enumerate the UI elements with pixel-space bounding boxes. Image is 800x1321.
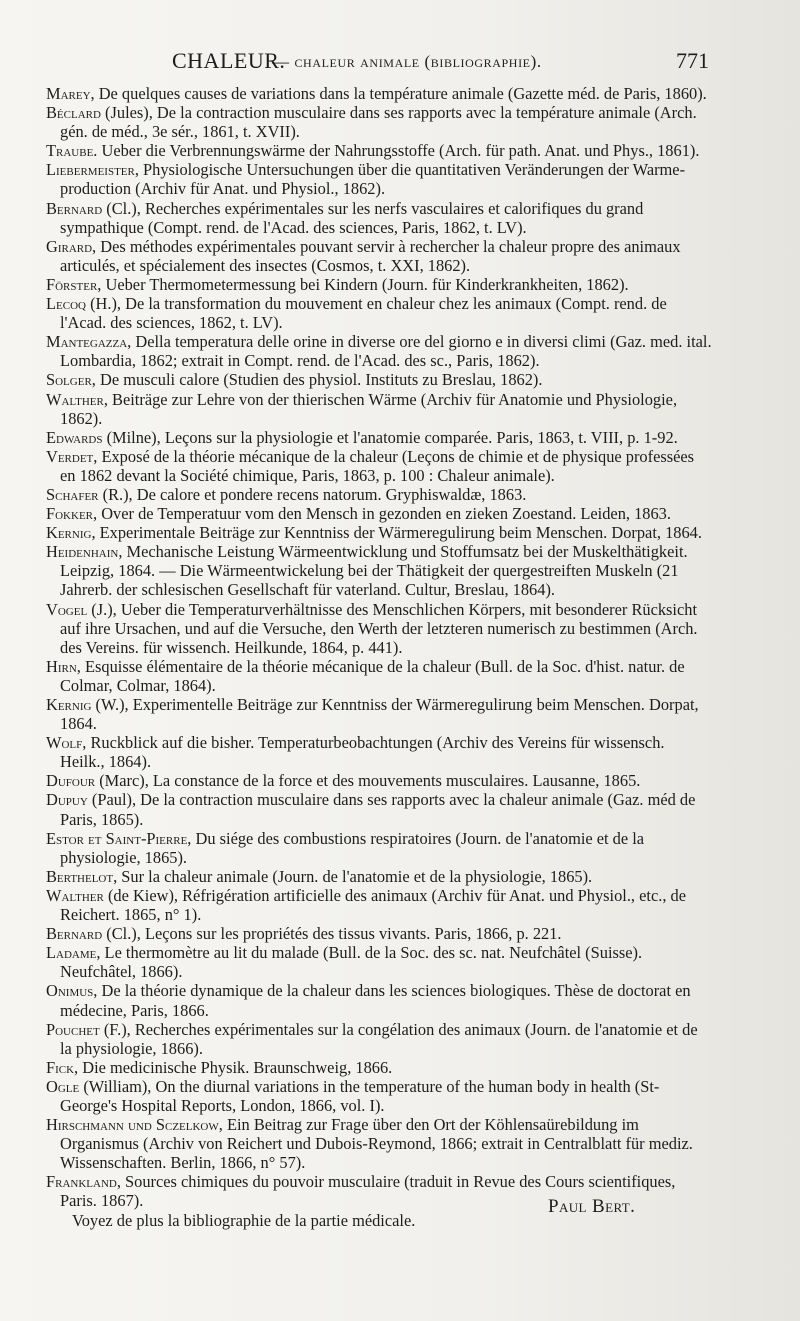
entry-author: Wolf,	[46, 733, 87, 753]
entry-author: Lecoq	[46, 294, 86, 314]
entry-text: Della temperatura delle orine in diverse ore del giorno e in diversi climi (Gaz. med. ital. Lombardia, 1862; extrait in Compt. rend. de l'Acad. des sc., Paris, 1862).	[60, 332, 712, 371]
entry-author: Marey,	[46, 84, 95, 103]
entry-text: De musculi calore (Studien des physiol. Instituts zu Breslau, 1862).	[95, 370, 543, 390]
bibliography-entry	[46, 485, 712, 504]
entry-text: Du siége des combustions respiratoires (Journ. de l'anatomie et de la physiologie, 1865).	[60, 828, 645, 867]
bibliography-entry	[46, 600, 712, 657]
entry-text: (Cl.), Leçons sur les propriétés des tissus vivants. Paris, 1866, p. 221.	[102, 924, 562, 944]
bibliography-entry	[46, 160, 712, 198]
entry-author: Kernig	[46, 695, 92, 714]
entry-text: Sur la chaleur animale (Journ. de l'anatomie et de la physiologie, 1865).	[117, 866, 593, 886]
bibliography-entry	[46, 1077, 712, 1115]
entry-text: Voyez de plus la bibliographie de la partie médicale.	[72, 1210, 416, 1230]
entry-author: Fick,	[46, 1057, 79, 1077]
bibliography-entry	[46, 657, 712, 695]
entry-author: Girard,	[46, 236, 97, 256]
entry-author: Walther,	[46, 389, 108, 409]
bibliography-entry	[46, 695, 712, 733]
entry-author: Edwards	[46, 427, 103, 447]
author-signature: Paul Bert.	[548, 1196, 636, 1217]
entry-author: Liebermeister,	[46, 160, 139, 180]
entry-text: Ueber Thermometermessung bei Kindern (Journ. für Kinderkrankheiten, 1862).	[101, 274, 629, 294]
bibliography-entry	[46, 428, 712, 447]
entry-author: Solger,	[46, 370, 96, 390]
entry-text: Exposé de la théorie mécanique de la chaleur (Leçons de chimie et de physique professées en 1862 devant la Société chimique, Paris, 1863, p. 100 : Chaleur animale).	[60, 446, 695, 485]
bibliography-entry	[46, 943, 712, 981]
entry-author: Bernard	[46, 198, 103, 218]
entry-author: Ladame,	[46, 943, 101, 963]
entry-text: De la théorie dynamique de la chaleur dans les sciences biologiques. Thèse de doctorat en médecine, Paris, 1866.	[60, 981, 691, 1020]
bibliography-entry	[46, 733, 712, 771]
bibliography-entry	[46, 1020, 712, 1058]
entry-author: Hirn,	[46, 656, 81, 676]
bibliography-entry	[46, 886, 712, 924]
page-title: CHALEUR.	[172, 48, 286, 73]
entry-author: Estor et Saint-Pierre,	[46, 828, 192, 848]
entry-author: Pouchet	[46, 1019, 100, 1039]
entry-author: Berthelot,	[46, 866, 118, 886]
entry-text: Le thermomètre au lit du malade (Bull. de la Soc. des sc. nat. Neufchâtel (Suisse). Neufchâtel, 1866).	[60, 943, 643, 982]
entry-text: Die medicinische Physik. Braunschweig, 1866.	[78, 1057, 393, 1077]
entry-text: Sources chimiques du pouvoir musculaire (traduit in Revue des Cours scientifiques, Paris. 1867).	[60, 1172, 676, 1211]
running-header	[0, 48, 800, 78]
entry-author: Hirschmann und Sczelkow,	[46, 1115, 223, 1135]
entry-author: Schafer	[46, 484, 99, 504]
entry-text: (H.), De la transformation du mouvement en chaleur chez les animaux (Compt. rend. de l'Acad. des sciences, 1862, t. LV).	[60, 294, 667, 333]
bibliography-entry	[46, 829, 712, 867]
entry-author: Onimus,	[46, 981, 98, 1001]
entry-text: (Milne), Leçons sur la physiologie et l'anatomie comparée. Paris, 1863, t. VIII, p. 1-92.	[102, 427, 678, 447]
entry-text: (Marc), La constance de la force et des mouvements musculaires. Lausanne, 1865.	[95, 771, 641, 791]
entry-text: (Jules), De la contraction musculaire dans ses rapports avec la température animale (Arch. gén. de méd., 3e sér., 1861, t. XVII).	[60, 103, 697, 142]
entry-text: Ruckblick auf die bisher. Temperaturbeobachtungen (Archiv des Vereins für wissensch. Heilk., 1864).	[60, 733, 665, 772]
entry-author: Dupuy	[46, 790, 88, 810]
bibliography-entry	[46, 199, 712, 237]
bibliography-entry	[46, 390, 712, 428]
bibliography-entry	[46, 1058, 712, 1077]
entry-author: Fokker,	[46, 504, 98, 524]
bibliography-entry	[46, 771, 712, 790]
entry-text: Beiträge zur Lehre von der thierischen Wärme (Archiv für Anatomie und Physiologie, 1862).	[60, 389, 678, 428]
bibliography-entry	[46, 790, 712, 828]
entry-text: Experimentale Beiträge zur Kenntniss der Wärmeregulirung beim Menschen. Dorpat, 1864.	[95, 523, 702, 543]
bibliography-entry	[46, 332, 712, 370]
entry-author: Béclard	[46, 103, 101, 123]
entry-author: Förster,	[46, 274, 102, 294]
entry-text: (F.), Recherches expérimentales sur la congélation des animaux (Journ. de l'anatomie et de la physiologie, 1866).	[60, 1019, 698, 1058]
entry-author: Kernig,	[46, 523, 96, 543]
bibliography-list	[46, 84, 712, 1230]
entry-text: Over de Temperatuur vom den Mensch in gezonden en zieken Zoestand. Leiden, 1863.	[97, 504, 671, 524]
entry-text: Des méthodes expérimentales pouvant servir à rechercher la chaleur propre des animaux articulés, et spécialement des insectes (Cosmos, t. XXI, 1862).	[60, 236, 681, 275]
entry-text: (Paul), De la contraction musculaire dans ses rapports avec la chaleur animale (Gaz. méd de Paris, 1865).	[60, 790, 696, 829]
bibliography-entry	[46, 924, 712, 943]
entry-text: (William), On the diurnal variations in the temperature of the human body in health (St-George's Hospital Reports, London, 1866, vol. I).	[60, 1076, 660, 1115]
entry-text: (W.), Experimentelle Beiträge zur Kenntniss der Wärmeregulirung beim Menschen. Dorpat, 1864.	[60, 695, 699, 734]
bibliography-entry	[46, 447, 712, 485]
entry-author: Traube.	[46, 141, 98, 161]
entry-author: Frankland,	[46, 1172, 121, 1192]
entry-text: Ein Beitrag zur Frage über den Ort der Köhlensaürebildung im Organismus (Archiv von Reichert und Dubois-Reymond, 1866; extrait in Centralblatt für mediz. Wissenschaften. Berlin, 1866, n° 57).	[60, 1115, 693, 1173]
bibliography-entry	[46, 504, 712, 523]
entry-text: Esquisse élémentaire de la théorie mécanique de la chaleur (Bull. de la Soc. d'hist. natur. de Colmar, Colmar, 1864).	[60, 656, 685, 695]
page-subtitle: — chaleur animale (bibliographie).	[272, 52, 542, 71]
bibliography-entry	[46, 103, 712, 141]
entry-text: (Cl.), Recherches expérimentales sur les nerfs vasculaires et calorifiques du grand sympathique (Compt. rend. de l'Acad. des sciences, Paris, 1862, t. LV).	[60, 198, 644, 237]
entry-author: Verdet,	[46, 446, 98, 466]
entry-author: Bernard	[46, 924, 103, 944]
entry-text: Mechanische Leistung Wärmeentwicklung und Stoffumsatz bei der Muskelthätigkeit. Leipzig, 1864. — Die Wärmeentwickelung bei der Thätigkeit der quergestreiften Muskeln (21 Jahrerb. der schlesischen Gesellschaft für vaterland. Cultur, Breslau, 1864).	[60, 542, 688, 600]
entry-author: Mantegazza,	[46, 332, 132, 352]
bibliography-entry	[46, 237, 712, 275]
bibliography-entry	[46, 981, 712, 1019]
bibliography-entry	[46, 370, 712, 389]
bibliography-entry	[46, 542, 712, 599]
page-number: 771	[676, 48, 709, 73]
entry-author: Vogel	[46, 599, 88, 619]
entry-text: Physiologische Untersuchungen über die quantitativen Veränderungen der Warme-production (Archiv für Anat. und Physiol., 1862).	[60, 160, 686, 199]
entry-text: (J.), Ueber die Temperaturverhältnisse des Menschlichen Körpers, mit besonderer Rücksicht auf ihre Ursachen, und auf die Versuche, den Werth der letzteren numerisch zu bestimmen (Arch. des Vereins. für wissench. Heilkunde, 1864, p. 441).	[60, 599, 698, 657]
entry-author: Heidenhain,	[46, 542, 123, 562]
bibliography-entry	[46, 141, 712, 160]
bibliography-entry	[46, 275, 712, 294]
entry-text: De quelques causes de variations dans la température animale (Gazette méd. de Paris, 1860).	[94, 84, 707, 103]
bibliography-entry	[46, 867, 712, 886]
bibliography-entry	[46, 523, 712, 542]
entry-author: Dufour	[46, 771, 96, 791]
bibliography-entry	[46, 84, 712, 103]
entry-author: Ogle	[46, 1076, 80, 1096]
entry-text: (de Kiew), Réfrigération artificielle des animaux (Archiv für Anat. und Physiol., etc., de Reichert. 1865, n° 1).	[60, 885, 686, 925]
bibliography-entry	[46, 1115, 712, 1172]
entry-author: Walther	[46, 885, 104, 905]
entry-text: (R.), De calore et pondere recens natorum. Gryphiswaldæ, 1863.	[98, 484, 527, 504]
bibliography-entry	[46, 294, 712, 332]
entry-text: Ueber die Verbrennungswärme der Nahrungsstoffe (Arch. für path. Anat. und Phys., 1861).	[97, 141, 700, 161]
